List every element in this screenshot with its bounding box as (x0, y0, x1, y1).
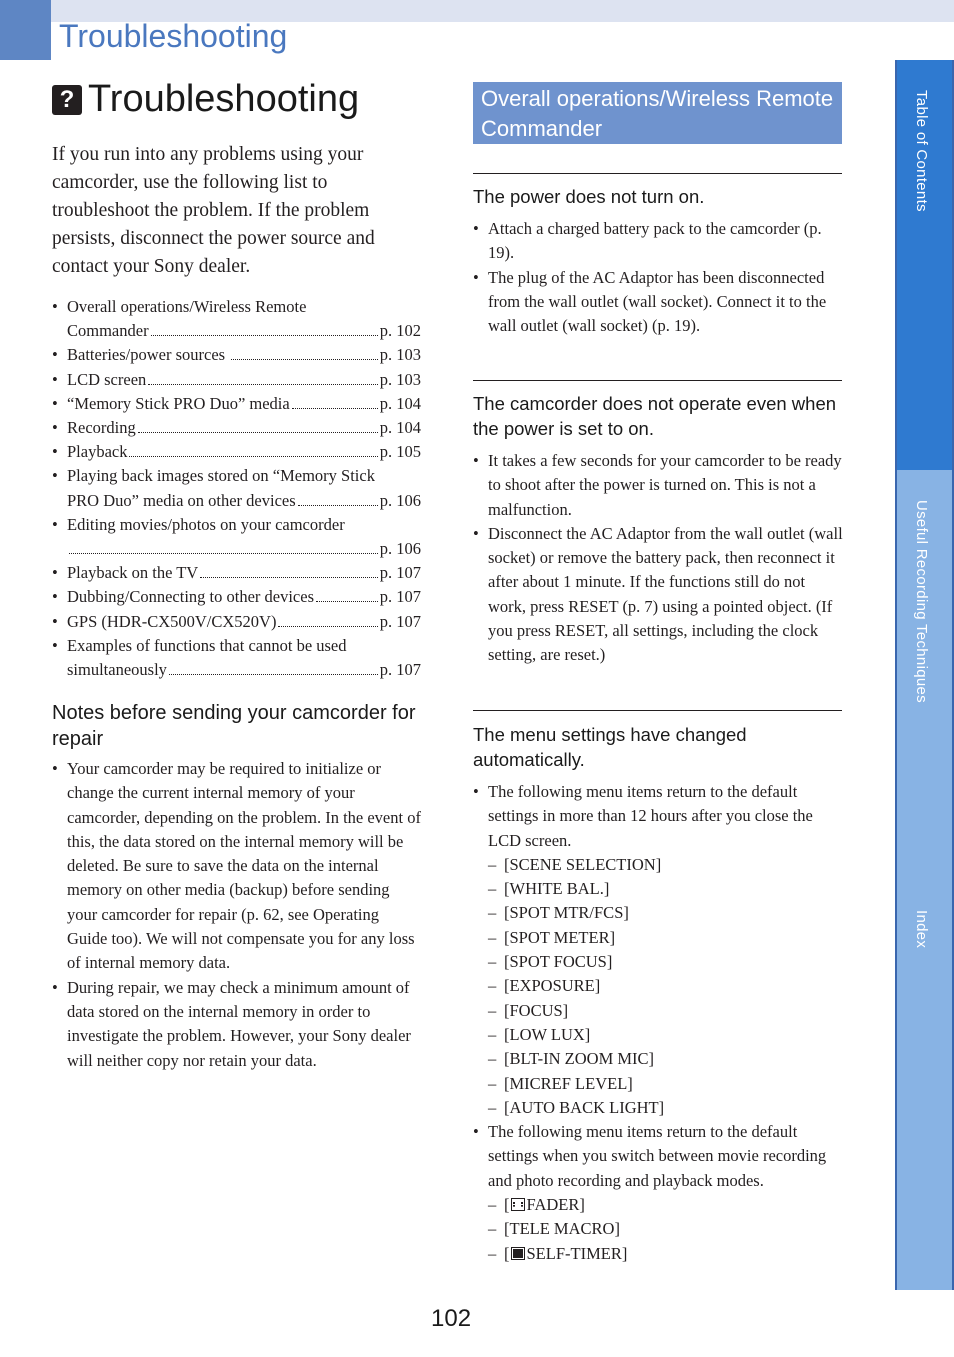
photo-icon (511, 1247, 525, 1260)
toc-item-page[interactable]: p. 106 (379, 490, 421, 510)
toc-item[interactable] (52, 368, 421, 392)
toc-item-label: • Dubbing/Connecting to other devices (67, 587, 314, 607)
toc-item[interactable] (52, 464, 421, 512)
side-tab-label: Useful Recording Techniques (913, 500, 930, 703)
toc-item[interactable] (52, 295, 421, 343)
menu-item (488, 1193, 843, 1217)
answer-list (473, 780, 843, 1266)
intro-paragraph: If you run into any problems using your camcorder, use the following list to troubleshoot the problem. If the problem persists, disconnect the power source and contact your Sony dealer. (52, 144, 375, 277)
toc-item[interactable] (52, 440, 421, 464)
menu-item (488, 1242, 843, 1266)
side-tab-table-of-contents[interactable] (895, 60, 954, 470)
menu-item: – [LOW LUX] (488, 1023, 843, 1047)
list-item: • It takes a few seconds for your camcorder to be ready to shoot after the power is turned on. This is not a malfunction. (473, 449, 843, 522)
answer-list (473, 449, 843, 668)
question-heading: The power does not turn on. (473, 186, 705, 207)
menu-item-text: SELF-TIMER] (526, 1243, 628, 1263)
menu-item: – [SPOT FOCUS] (488, 950, 843, 974)
menu-item-text: [TELE MACRO] (504, 1219, 620, 1239)
menu-item-prefix: [ (504, 1243, 510, 1263)
toc-item[interactable] (52, 416, 421, 440)
page-title (52, 76, 359, 122)
toc-item[interactable] (52, 343, 421, 367)
toc-item-label-line1: • Overall operations/Wireless Remote (67, 297, 307, 316)
toc-item-page[interactable]: p. 107 (379, 611, 421, 631)
toc-item-label: • Playback on the TV (67, 563, 199, 583)
list-item-text: The following menu items return to the default settings in more than 12 hours after you close the LCD screen. (488, 782, 813, 850)
question-heading: The camcorder does not operate even when the power is set to on. (473, 393, 837, 439)
list-item (473, 1120, 843, 1266)
menu-item-prefix: [ (504, 1195, 510, 1215)
toc-item-page[interactable]: p. 104 (379, 418, 421, 438)
notes-list (52, 757, 422, 1073)
toc-item-label: simultaneously (67, 660, 167, 680)
list-item (473, 780, 843, 1120)
toc-item-label: • LCD screen (67, 369, 147, 389)
toc-item-page[interactable]: p. 107 (379, 587, 421, 607)
toc-item-page[interactable]: p. 107 (379, 563, 421, 583)
toc-item-label: Commander (67, 321, 149, 341)
toc-item-label: • Batteries/power sources (67, 345, 230, 365)
menu-item (488, 1217, 843, 1241)
answer-list (473, 217, 843, 338)
question-icon: ? (52, 85, 82, 115)
toc-item-label: • GPS (HDR-CX500V/CX520V) (67, 611, 277, 631)
list-item: • During repair, we may check a minimum amount of data stored on the internal memory in order to investigate the problem. However, your Sony dealer will neither copy nor retain your data. (52, 976, 422, 1073)
header-section-title: Troubleshooting (59, 18, 288, 54)
menu-item: – [SPOT METER] (488, 926, 843, 950)
menu-item-text: FADER] (526, 1195, 585, 1215)
toc-item-page[interactable]: p. 104 (379, 393, 421, 413)
section-title-bar: Overall operations/Wireless Remote Commander (473, 82, 842, 144)
toc-item-page[interactable]: p. 103 (379, 369, 421, 389)
toc-item-page[interactable]: p. 106 (379, 539, 421, 559)
toc-item-page[interactable]: p. 103 (379, 345, 421, 365)
toc-item-label: • Recording (67, 418, 136, 438)
toc-item[interactable] (52, 561, 421, 585)
side-tab-useful-recording-techniques[interactable] (895, 470, 954, 880)
toc-item-page[interactable]: p. 107 (379, 660, 421, 680)
notes-heading: Notes before sending your camcorder for repair (52, 702, 416, 750)
movie-icon (511, 1198, 525, 1211)
toc-item[interactable] (52, 610, 421, 634)
menu-item: – [AUTO BACK LIGHT] (488, 1096, 843, 1120)
toc-item[interactable] (52, 513, 421, 561)
menu-item: – [WHITE BAL.] (488, 877, 843, 901)
toc-item-page[interactable]: p. 105 (379, 442, 421, 462)
list-item: • Attach a charged battery pack to the camcorder (p. 19). (473, 217, 843, 266)
divider (473, 710, 842, 711)
toc-item[interactable] (52, 585, 421, 609)
menu-item: – [SPOT MTR/FCS] (488, 901, 843, 925)
list-item-text: The following menu items return to the default settings when you switch between movie recording and photo recording and playback modes. (488, 1122, 827, 1190)
question-heading: The menu settings have changed automatically. (473, 724, 747, 770)
toc-item-label: • Playback (67, 442, 128, 462)
side-tab-label: Index (913, 910, 930, 949)
toc-item-label: PRO Duo” media on other devices (67, 490, 296, 510)
page-number: 102 (431, 1305, 472, 1332)
menu-item: – [MICREF LEVEL] (488, 1072, 843, 1096)
divider (473, 380, 842, 381)
toc-item-page[interactable]: p. 102 (379, 321, 421, 341)
toc-item-label: • “Memory Stick PRO Duo” media (67, 393, 290, 413)
page-title-text: Troubleshooting (88, 78, 360, 120)
toc-item-label-line1: • Examples of functions that cannot be used (67, 635, 347, 655)
toc-item[interactable] (52, 392, 421, 416)
side-tab-index[interactable] (895, 880, 954, 1290)
menu-item: – [BLT-IN ZOOM MIC] (488, 1047, 843, 1071)
menu-item: – [SCENE SELECTION] (488, 853, 843, 877)
list-item: • Your camcorder may be required to initialize or change the current internal memory of your camcorder, depending on the problem. In the event of this, the data stored on the internal memory will be deleted. Be sure to save the data on the internal memory on other media (backup) before sending your camcorder for repair (p. 62, see Operating Guide too). We will not compensate you for any loss of internal memory data. (52, 757, 422, 976)
divider (473, 173, 842, 174)
side-tab-label: Table of Contents (913, 90, 930, 212)
toc-item[interactable] (52, 634, 421, 682)
list-item: • The plug of the AC Adaptor has been disconnected from the wall outlet (wall socket). Connect it to the wall outlet (wall socket) (p. 19). (473, 266, 843, 339)
menu-item: – [EXPOSURE] (488, 974, 843, 998)
toc-list (52, 295, 421, 682)
toc-item-label-line1: • Playing back images stored on “Memory Stick (67, 466, 375, 486)
toc-item-label-line1: • Editing movies/photos on your camcorder (67, 514, 345, 534)
menu-item: – [FOCUS] (488, 999, 843, 1023)
header-color-block (0, 0, 51, 60)
list-item: • Disconnect the AC Adaptor from the wall outlet (wall socket) or remove the battery pack, then reconnect it after about 1 minute. If the functions still do not work, press RESET (p. 7) using a pointed object. (If you press RESET, all settings, including the clock setting, are reset.) (473, 522, 843, 668)
